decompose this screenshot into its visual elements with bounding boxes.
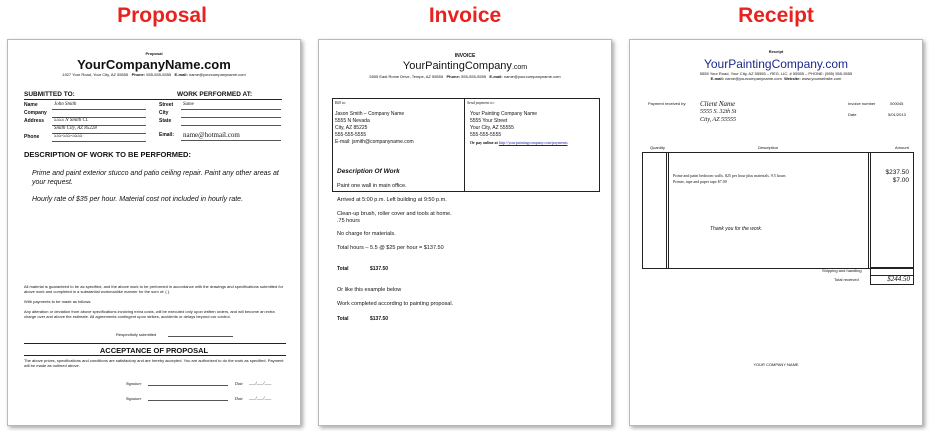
invoice-company-suffix: .com <box>511 64 528 71</box>
invoice-heading: Invoice <box>428 4 502 27</box>
total-received-value: $244.50 <box>887 275 910 283</box>
sendto-line-1: Your Painting Company Name <box>470 111 538 117</box>
receipt-date: 5/01/2013 <box>888 112 906 117</box>
billto-label: Bill to: <box>335 100 347 105</box>
receipt-heading: Receipt <box>738 4 814 27</box>
receipt-email-label: E-mail: <box>710 76 724 81</box>
receipt-website-label: Website: <box>784 76 801 81</box>
pay-online-label: Or pay online at <box>470 140 498 145</box>
invoice-line-6: Total hours – 5.5 @ $25 per hour = $137.50 <box>337 245 444 251</box>
receipt-website: www.yourwebsite.com <box>801 76 842 81</box>
col-amount: Amount <box>895 145 909 150</box>
receipt-amount-1: $237.50 <box>885 169 909 176</box>
receipt-doc-label: Receipt <box>768 49 784 54</box>
receipt-address-line: 5555 Your Road, Your City, AZ 55555 – REG. LIC. # 55555 – PHONE: (555) 555-5555 <box>699 71 853 76</box>
invoice-page <box>318 39 612 426</box>
billto-line-5: E-mail: jsmith@companyname.com <box>335 139 414 145</box>
invoice-phone-label: Phone: <box>446 74 461 79</box>
field-label-name: Name <box>24 102 38 108</box>
invoice-company-name <box>319 60 611 72</box>
receipt-date-label: Date <box>848 112 857 117</box>
invoice-description-heading: Description Of Work <box>337 168 400 175</box>
date-blank-1[interactable]: ___/___/___ <box>249 380 272 385</box>
description-paragraph-1: Prime and paint exterior stucco and patio ceiling repair. Paint any other areas at your request. <box>32 170 279 186</box>
field-value-address[interactable]: 5555 N Smith Ct. <box>54 118 89 123</box>
receipt-company-name: YourPaintingCompany.com <box>703 57 849 71</box>
total-received-label: Total received <box>834 277 859 282</box>
proposal-phone: 555-555-5555 <box>146 72 172 77</box>
billto-line-2: 5555 N Nevada <box>335 118 370 124</box>
submitted-to-heading: SUBMITTED TO: <box>24 91 75 98</box>
invoice-address: 5555 East Rome Drive, Tempe, AZ 55555 <box>369 74 444 79</box>
receipt-contact-line <box>630 76 922 81</box>
invoice-total-value: $137.50 <box>370 266 389 272</box>
proposal-doc-label: Proposal <box>145 51 163 56</box>
description-paragraph-2: Hourly rate of $35 per hour. Material cost not included in hourly rate. <box>32 196 244 203</box>
invoice-doc-label: INVOICE <box>454 53 476 59</box>
billto-line-3: City, AZ 85225 <box>335 125 368 131</box>
date-blank-2[interactable]: ___/___/___ <box>249 395 272 400</box>
invoice-line-2: Arrived at 5:00 p.m. Left building at 9:50 p.m. <box>337 197 447 203</box>
received-from-label: Payment received by: <box>648 101 687 106</box>
invoice-line-5: No charge for materials. <box>337 231 396 237</box>
receipt-amount-2: $7.00 <box>892 177 909 184</box>
invoice-number: 000045 <box>890 101 904 106</box>
field-label-phone: Phone <box>24 134 40 140</box>
field-label-work-city: City <box>159 110 169 116</box>
proposal-heading: Proposal <box>117 4 207 27</box>
sendto-line-4: 555-555-5555 <box>470 132 502 138</box>
fine-print-guarantee: All material is guaranteed to be as specified, and the above work to be performed in accordance with the drawings and specifications submitted for above work and completed in a substantial workmanlike manner for the sum of: ( ). <box>24 284 284 294</box>
receipt-footer: YOUR COMPANY NAME <box>753 362 799 367</box>
pay-online-line <box>470 140 568 145</box>
header-divider <box>24 99 282 100</box>
invoice-company-main: YourPaintingCompany <box>402 60 512 72</box>
date-label-2: Date <box>235 396 243 401</box>
proposal-email-label: E-mail: <box>174 72 188 77</box>
shipping-label: Shipping and handling <box>822 268 862 273</box>
invoice-contact-line <box>319 74 611 79</box>
invoice-alt-line: Work completed according to painting proposal. <box>337 301 454 307</box>
receipt-item-2: Primer, tape and paper tape $7.00 <box>673 179 727 184</box>
field-label-address: Address <box>24 118 45 124</box>
signature-label-1: Signature <box>126 381 142 386</box>
col-quantity: Quantity <box>650 145 665 150</box>
acceptance-heading: ACCEPTANCE OF PROPOSAL <box>99 346 209 355</box>
field-label-state: State <box>159 118 172 124</box>
sendto-line-2: 5555 Your Street <box>470 118 508 124</box>
field-value-email[interactable]: name@hotmail.com <box>183 131 240 139</box>
field-value-name[interactable]: John Smith <box>54 102 77 107</box>
proposal-email: name@yourcompanyname.com <box>188 72 246 77</box>
invoice-line-4: .75 hours <box>337 218 360 224</box>
receipt-thanks: Thank you for the work. <box>710 226 763 232</box>
invoice-total2-label: Total <box>337 316 349 322</box>
sendto-line-3: Your City, AZ 55555 <box>470 125 514 131</box>
billto-line-1: Jason Smith – Company Name <box>335 111 405 117</box>
work-performed-heading: WORK PERFORMED AT: <box>177 91 253 98</box>
proposal-address: 1927 Your Road, Your City, AZ 55555 <box>62 72 129 77</box>
invoice-alt-heading: Or like this example below <box>337 287 402 293</box>
receipt-page <box>629 39 923 426</box>
invoice-phone: 555-555-5555 <box>461 74 487 79</box>
proposal-company-name: YourCompanyName.com <box>77 57 231 72</box>
proposal-contact-line <box>8 72 300 77</box>
proposal-phone-label: Phone: <box>131 72 146 77</box>
col-description: Description <box>758 145 779 150</box>
respectfully-signature-line[interactable] <box>168 336 233 337</box>
client-city: City, AZ 55555 <box>700 117 737 123</box>
receipt-email: name@yourcompanyname.com <box>725 76 782 81</box>
acceptance-text: The above prices, specifications and conditions are satisfactory and are hereby accepted. You are authorized to do the work as specified. Payment will be made as outlined above. <box>24 358 284 368</box>
invoice-number-label: Invoice number <box>848 101 876 106</box>
signature-line-1[interactable] <box>148 385 228 386</box>
invoice-line-1: Paint one wall in main office. <box>337 183 407 189</box>
signature-line-2[interactable] <box>148 400 228 401</box>
receipt-item-1: Prime and paint bedroom walls. $25 per hour plus materials. 9.5 hours <box>673 173 786 178</box>
field-label-street: Street <box>159 102 174 108</box>
date-label-1: Date <box>235 381 243 386</box>
invoice-line-3: Clean-up brush, roller cover and tools at home. <box>337 211 452 217</box>
fine-print-payments: With payments to be made as follows: <box>24 299 92 304</box>
proposal-page <box>7 39 301 426</box>
field-value-city[interactable]: Smith City, AZ 85228 <box>54 126 97 131</box>
sendto-label: Send payment to: <box>467 100 495 105</box>
pay-online-link[interactable]: http://yourpaintingcompany.com/payments <box>498 140 568 145</box>
field-value-phone[interactable]: 555-555-5555 <box>54 134 83 139</box>
billto-line-4: 555-555-5555 <box>335 132 367 138</box>
field-value-street[interactable]: Same <box>183 102 194 107</box>
fine-print-alterations: Any alteration or deviation from above specifications involving extra costs, will be executed only upon written orders, and will become an extra charge over and above the estimate. All agreements contingent upon strikes, accidents or delays beyond our control. <box>24 309 275 319</box>
client-name: Client Name <box>700 100 736 108</box>
signature-label-2: Signature <box>126 396 142 401</box>
respectfully-submitted-label: Respectfully submitted <box>116 332 157 337</box>
field-label-email: Email: <box>159 132 175 138</box>
description-heading: DESCRIPTION OF WORK TO BE PERFORMED: <box>24 150 191 159</box>
field-label-company: Company <box>24 110 47 116</box>
invoice-total-label: Total <box>337 266 349 272</box>
client-street: 5555 S. 32th St <box>700 109 737 115</box>
invoice-total2-value: $137.50 <box>370 316 389 322</box>
invoice-email: name@yourcompanyname.com <box>503 74 561 79</box>
invoice-email-label: E-mail: <box>489 74 503 79</box>
